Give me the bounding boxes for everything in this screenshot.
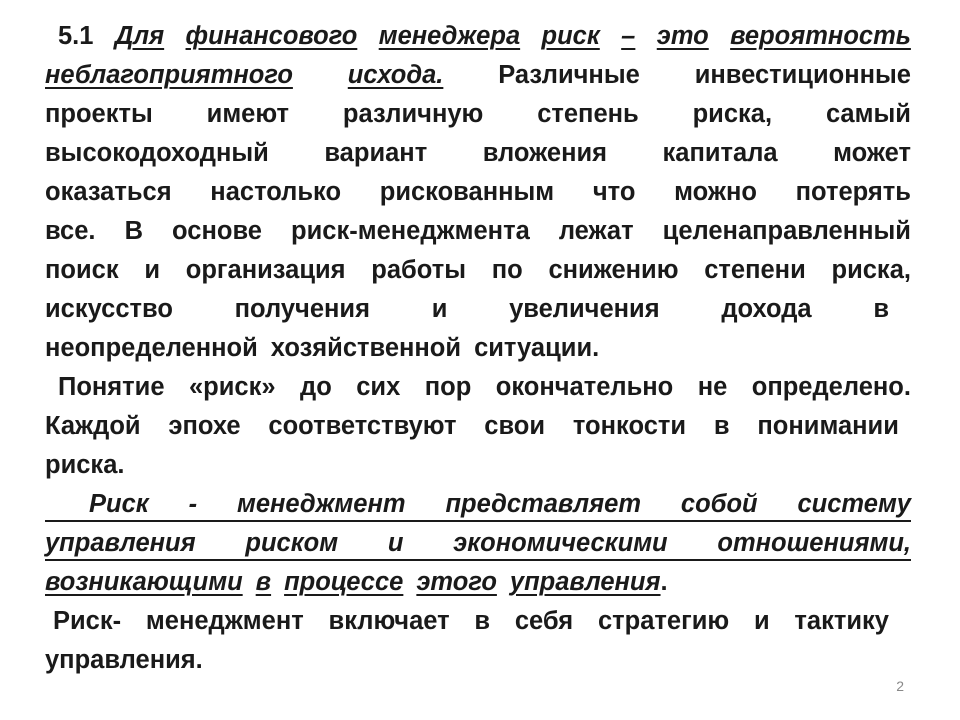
definition-word: вероятность — [730, 22, 911, 50]
definition-word: этого — [416, 568, 497, 596]
section-number: 5.1 — [58, 22, 94, 50]
word: риска, — [831, 256, 911, 284]
text-line — [45, 490, 911, 529]
definition-word: – — [621, 22, 636, 50]
word: Различные — [498, 61, 640, 89]
word: до — [300, 373, 332, 401]
word: риск-менеджмента — [291, 217, 530, 245]
text-line — [45, 646, 911, 685]
word: все. — [45, 217, 96, 245]
word: стратегию — [597, 607, 730, 635]
word: лежат — [558, 217, 634, 245]
word: в — [474, 607, 491, 635]
word: дохода — [721, 295, 812, 323]
word: определено. — [751, 373, 911, 401]
word: организация — [185, 256, 346, 284]
definition-word: управления — [45, 529, 196, 557]
word: основе — [172, 217, 262, 245]
text-line — [45, 139, 911, 178]
word: В — [124, 217, 143, 245]
word: понимании — [757, 412, 899, 440]
word: имеют — [206, 100, 289, 128]
word: работы — [371, 256, 467, 284]
definition-word: это — [656, 22, 709, 50]
word: сих — [356, 373, 401, 401]
text-line — [45, 100, 911, 139]
word: управления. — [45, 646, 203, 674]
word: окончательно — [495, 373, 674, 401]
word: степени — [704, 256, 806, 284]
text-line — [45, 217, 911, 256]
word: может — [833, 139, 911, 167]
text-line — [45, 178, 911, 217]
definition-word: систему — [797, 490, 911, 518]
punctuation: . — [660, 568, 668, 596]
word: себя — [514, 607, 574, 635]
text-line — [45, 529, 911, 568]
word: свои — [484, 412, 546, 440]
word: по — [491, 256, 523, 284]
word: тонкости — [572, 412, 687, 440]
word: что — [592, 178, 636, 206]
word: «риск» — [189, 373, 276, 401]
definition-word: в — [255, 568, 272, 596]
word: неопределенной — [45, 334, 258, 362]
definition-word: Риск — [89, 490, 149, 518]
word: проекты — [45, 100, 153, 128]
word: поиск — [45, 256, 119, 284]
word: в — [873, 295, 889, 323]
text-line — [45, 412, 911, 451]
definition-word: процессе — [284, 568, 404, 596]
definition-word: и — [387, 529, 404, 557]
word: потерять — [795, 178, 911, 206]
definition-word: управления — [509, 568, 661, 596]
word: включает — [328, 607, 450, 635]
text-line — [45, 568, 911, 607]
text-line — [45, 256, 911, 295]
definition-word: риском — [245, 529, 339, 557]
word: целенаправленный — [662, 217, 911, 245]
word: инвестиционные — [694, 61, 911, 89]
text-line — [45, 22, 911, 61]
word: и — [753, 607, 770, 635]
word: ситуации. — [474, 334, 600, 362]
definition-word: риск — [541, 22, 600, 50]
word: риска. — [45, 451, 125, 479]
word: Риск- — [53, 607, 122, 635]
word: самый — [825, 100, 911, 128]
word: риска, — [692, 100, 773, 128]
word: эпохе — [168, 412, 241, 440]
word: капитала — [662, 139, 778, 167]
word: вариант — [324, 139, 428, 167]
word: можно — [674, 178, 757, 206]
definition-word: менеджера — [378, 22, 521, 50]
word: рискованным — [379, 178, 555, 206]
text-line — [45, 295, 911, 334]
word: и — [431, 295, 448, 323]
word: менеджмент — [145, 607, 304, 635]
text-line — [45, 334, 911, 373]
word: и — [144, 256, 161, 284]
definition-word: представляет — [445, 490, 642, 518]
word: не — [697, 373, 728, 401]
text-line — [45, 451, 911, 490]
definition-word: собой — [680, 490, 758, 518]
word: хозяйственной — [270, 334, 462, 362]
word: пор — [424, 373, 472, 401]
word: оказаться — [45, 178, 172, 206]
word: снижению — [548, 256, 679, 284]
page-number: 2 — [896, 678, 904, 694]
definition-word: неблагоприятного — [45, 61, 293, 89]
definition-word: отношениями, — [717, 529, 911, 557]
definition-word: экономическими — [453, 529, 668, 557]
text-line — [45, 61, 911, 100]
word: тактику — [794, 607, 889, 635]
definition-run — [45, 490, 911, 522]
word: вложения — [482, 139, 608, 167]
word: высокодоходный — [45, 139, 269, 167]
definition-word: менеджмент — [236, 490, 406, 518]
word: соответствуют — [268, 412, 457, 440]
word: настолько — [210, 178, 342, 206]
word: получения — [234, 295, 370, 323]
word: искусство — [45, 295, 173, 323]
definition-word: - — [188, 490, 198, 518]
word: Каждой — [45, 412, 141, 440]
slide-body — [45, 22, 911, 685]
text-line — [45, 373, 911, 412]
word: увеличения — [509, 295, 660, 323]
text-line — [45, 607, 911, 646]
word: в — [713, 412, 730, 440]
word: различную — [342, 100, 484, 128]
definition-word: финансового — [185, 22, 358, 50]
definition-word: возникающими — [45, 568, 243, 596]
definition-run — [45, 529, 911, 561]
definition-word: Для — [114, 22, 165, 50]
definition-word: исхода. — [347, 61, 444, 89]
word: Понятие — [58, 373, 165, 401]
word: степень — [537, 100, 639, 128]
